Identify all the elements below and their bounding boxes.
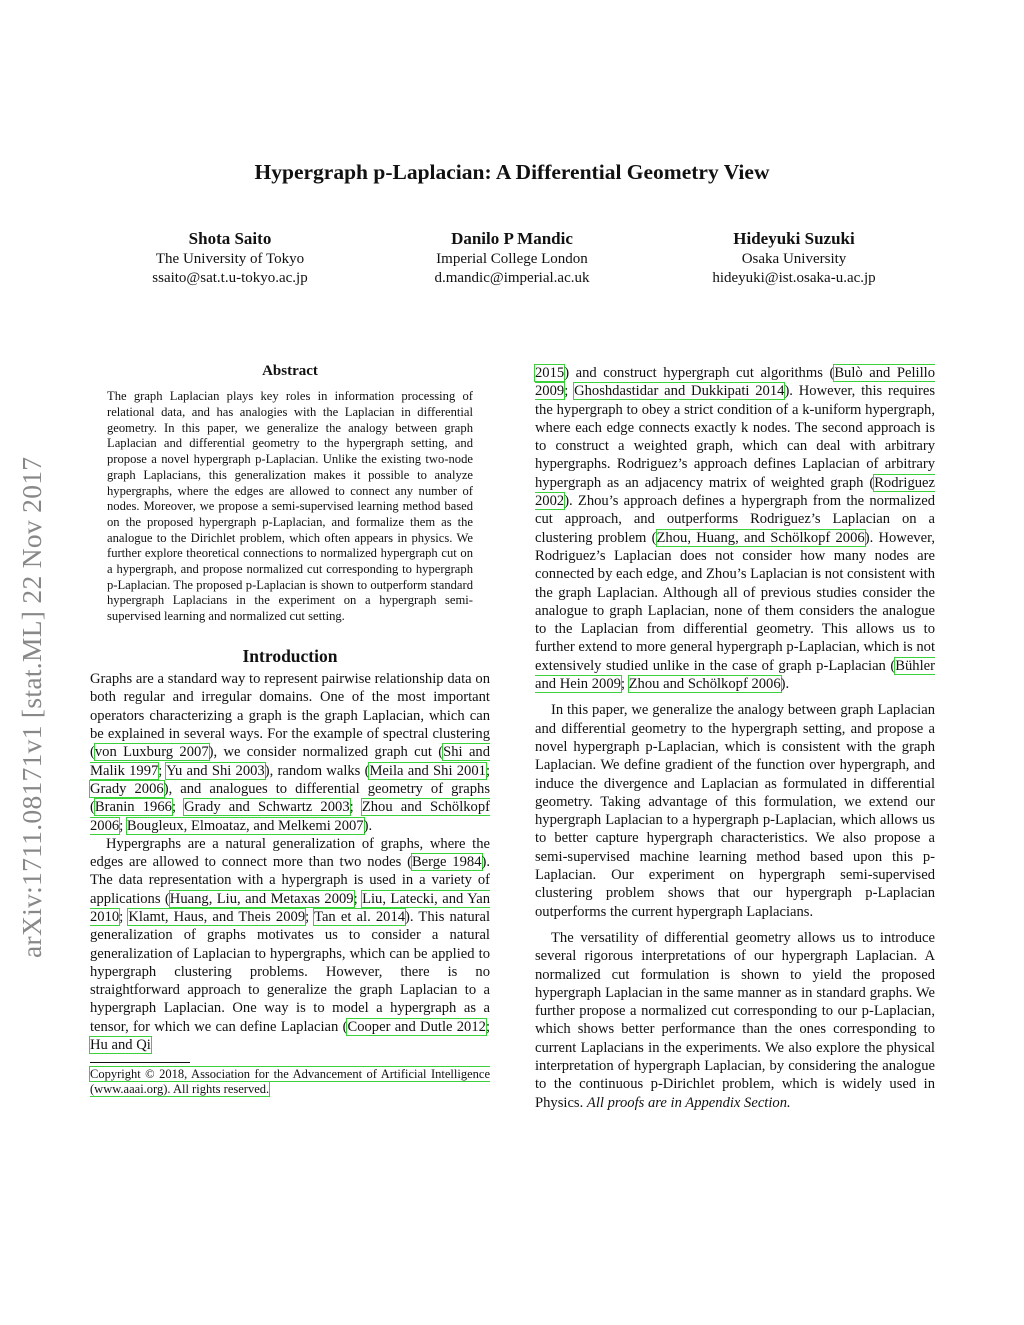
copyright-footnote	[90, 1067, 490, 1097]
abstract-heading: Abstract	[262, 363, 318, 379]
citation-link[interactable]: Shi and Malik 1997	[90, 744, 491, 779]
citation-link[interactable]: Branin 1966	[94, 799, 172, 816]
citation-link[interactable]: 2015	[535, 365, 565, 381]
citation-link[interactable]: Huang, Liu, and Metaxas 2009	[169, 890, 354, 907]
citation-link[interactable]: Ghoshdastidar and Dukkipati 2014	[574, 383, 785, 400]
citation-link[interactable]: Bühler and Hein 2009	[535, 657, 935, 693]
citation-link[interactable]: von Luxburg 2007	[94, 744, 209, 761]
author-affiliation: Imperial College London	[436, 251, 588, 267]
intro-paragraph-3: 2015) and construct hypergraph cut algorithms (Bulò and Pelillo 2009; Ghoshdastidar and Dukkipati 2014). However, this requires the hypergraph to obey a strict condition of a k-uniform hypergraph, where each edge connects exactly k nodes. The second approach is to construct a weighted graph, which can deal with arbitrary hypergraphs. Rodriguez’s approach defines Laplacian of arbitrary hypergraph as an adjacency matrix of weighted graph (Rodriguez 2002). Zhou’s approach defines a hypergraph from the normalized cut approach, and outperforms Rodriguez’s Laplacian on a clustering problem (Zhou, Huang, and Schölkopf 2006). However, Rodriguez’s Laplacian does not consider how many nodes are connected by each edge, and Zhou’s Laplacian is not consistent with the graph Laplacian. Although all of previous studies consider the analogue to graph Laplacian, none of them considers the analogue to the Laplacian from differential geometry. This allows us to further extend to more general hypergraph p-Laplacian, which is not extensively studied unlike in the case of graph p-Laplacian (Bühler and Hein 2009; Zhou and Schölkopf 2006).	[535, 365, 936, 693]
author-block	[100, 228, 924, 288]
citation-link[interactable]: Yu and Shi 2003	[166, 762, 265, 779]
author-2	[382, 228, 642, 288]
citation-link[interactable]: Rodriguez 2002	[535, 474, 935, 510]
citation-link[interactable]: Zhou and Schölkopf 2006	[628, 676, 781, 693]
citation-link[interactable]: Cooper and Dutle 2012	[347, 1018, 486, 1035]
citation-link[interactable]: Klamt, Haus, and Theis 2009	[128, 909, 306, 925]
appendix-note: All proofs are in Appendix Section.	[586, 1094, 791, 1111]
abstract-text: The graph Laplacian plays key roles in information processing of relational data, and has analogies with the Laplacian in differential geometry. In this paper, we generalize the analogy between graph Laplacian and differential geometry to the hypergraph setting, and propose a novel hypergraph p-Laplacian. Unlike the existing two-node graph Laplacians, this generalization makes it possible to analyze hypergraphs, where the edges are allowed to connect any number of nodes. Moreover, we propose a semi-supervised learning method based on the proposed hypergraph p-Laplacian, and formalize them as the analogue to the Dirichlet problem, which often appears in physics. We further explore theoretical connections to normalized hypergraph cut on a hypergraph, and propose normalized cut corresponding to hypergraph p-Laplacian. The proposed p-Laplacian is shown to outperform standard hypergraph Laplacians in the experiment on a hypergraph semi-supervised learning and normalized cut setting.	[107, 389, 473, 624]
author-name: Hideyuki Suzuki	[733, 229, 855, 248]
author-3	[664, 228, 924, 288]
citation-link[interactable]: Liu, Latecki, and Yan 2010	[90, 890, 491, 925]
author-email: ssaito@sat.t.u-tokyo.ac.jp	[152, 270, 308, 286]
author-1	[100, 228, 360, 288]
author-affiliation: The University of Tokyo	[155, 251, 305, 267]
citation-link[interactable]: Zhou and Schölkopf 2006	[90, 799, 490, 834]
arxiv-watermark: arXiv:1711.08171v1 [stat.ML] 22 Nov 2017	[16, 456, 47, 958]
citation-link[interactable]: Berge 1984	[411, 854, 482, 871]
citation-link[interactable]: Zhou, Huang, and Schölkopf 2006	[656, 529, 865, 546]
author-email: d.mandic@imperial.ac.uk	[434, 270, 590, 286]
intro-paragraph-2: Hypergraphs are a natural generalization of graphs, where the edges are allowed to connect more than two nodes (Berge 1984). The data representation with a hypergraph is used in a variety of applications (Huang, Liu, and Metaxas 2009; Liu, Latecki, and Yan 2010; Klamt, Haus, and Theis 2009; Tan et al. 2014). This natural generalization of graphs motivates us to consider a natural generalization of Laplacian to hypergraphs, which can be applied to hypergraph clustering problems. However, there is no straightforward approach to generalize the graph Laplacian to a hypergraph Laplacian. One way is to model a hypergraph as a tensor, for which we can define Laplacian (Cooper and Dutle 2012; Hu and Qi	[90, 835, 491, 1054]
citation-link[interactable]: Meila and Shi 2001	[369, 762, 486, 779]
left-column	[90, 362, 490, 1097]
author-email: hideyuki@ist.osaka-u.ac.jp	[712, 270, 876, 286]
intro-paragraph-5: The versatility of differential geometry allows us to introduce several rigorous interpretations of our hypergraph Laplacian. A normalized cut formulation is shown to yield the proposed hypergraph Laplacian in the same manner as in standard graphs. We further propose a normalized cut corresponding to our p-Laplacian, which shows better performance than the ones corresponding to current Laplacians in the experiments. We also explore the physical interpretation of hypergraph Laplacian, by considering the analogue to the continuous p-Dirichlet problem, which is widely used in Physics. All proofs are in Appendix Section.	[535, 929, 935, 1111]
citation-link[interactable]: Hu and Qi	[90, 1037, 151, 1054]
citation-link[interactable]: Bougleux, Elmoataz, and Melkemi 2007	[126, 817, 364, 834]
intro-paragraph-1: Graphs are a standard way to represent pairwise relationship data on both regular and irregular domains. One of the most important operators characterizing a graph is the graph Laplacian, which can be explained in several ways. For the example of spectral clustering (von Luxburg 2007), we consider normalized graph cut (Shi and Malik 1997; Yu and Shi 2003), random walks (Meila and Shi 2001; Grady 2006), and analogues to differential geometry of graphs (Branin 1966; Grady and Schwartz 2003; Zhou and Schölkopf 2006; Bougleux, Elmoataz, and Melkemi 2007).	[90, 671, 491, 834]
citation-link[interactable]: Bulò and Pelillo 2009	[535, 365, 936, 400]
copyright-link[interactable]: Copyright © 2018, Association for the Advancement of Artificial Intelligence (www.aaai.org). All rights reserved.	[90, 1067, 490, 1097]
author-name: Danilo P Mandic	[451, 229, 573, 248]
right-column	[535, 364, 935, 1112]
citation-link[interactable]: Grady and Schwartz 2003	[184, 799, 350, 816]
footnote-divider	[90, 1062, 190, 1063]
introduction-heading: Introduction	[242, 645, 338, 666]
citation-link[interactable]: Grady 2006	[90, 780, 164, 797]
citation-link[interactable]: Tan et al. 2014	[314, 909, 406, 925]
paper-title: Hypergraph p-Laplacian: A Differential Geometry View	[254, 160, 770, 184]
author-affiliation: Osaka University	[741, 251, 847, 267]
author-name: Shota Saito	[188, 229, 272, 248]
intro-paragraph-4: In this paper, we generalize the analogy between graph Laplacian and differential geometry to the hypergraph setting, and propose a novel hypergraph p-Laplacian, which is consistent with the graph Laplacian. We define gradient of the function over hypergraph, and induce the divergence and Laplacian as formulated in differential geometry. Taking advantage of this formulation, we extend our hypergraph Laplacian to a hypergraph p-Laplacian, which allows us to better capture hypergraph characteristics. We also propose a semi-supervised machine learning method based upon this p-Laplacian. Our experiment on hypergraph semi-supervised clustering problem shows that our hypergraph p-Laplacian outperforms the current hypergraph Laplacians.	[535, 702, 935, 920]
